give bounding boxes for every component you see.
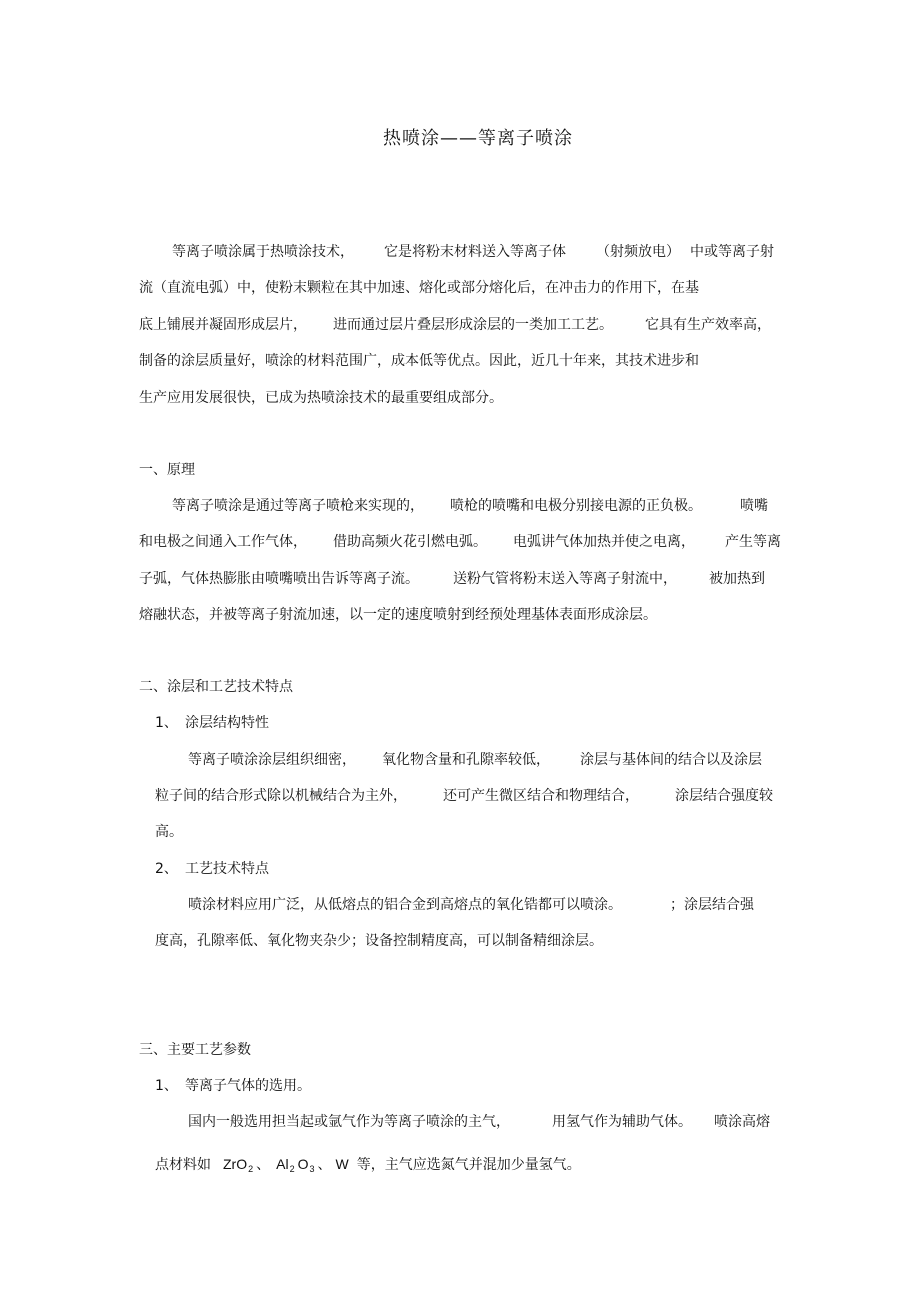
text-segment: 生产应用发展很快，已成为热喷涂技术的最重要组成部分。 [139,390,503,406]
text-segment: 被加热到 [709,571,765,587]
chemical-formula: W [335,1156,349,1172]
text-segment: 电弧讲气体加热并使之电离， [513,534,695,550]
paragraph-line [139,279,699,297]
text-segment: 还可产生微区结合和物理结合， [443,788,639,804]
paragraph-line [172,243,774,261]
text-segment: 底上铺展并凝固形成层片， [139,317,307,333]
chemical-formula: ZrO$_2$ [223,1156,254,1174]
subsection-heading [155,1077,311,1095]
subsection-heading [155,860,269,878]
text-segment: 、 [317,1157,332,1173]
text-segment: ；涂层结合强 [670,897,754,913]
text-segment: 进而通过层片叠层形成涂层的一类加工工艺。 [333,317,613,333]
section-heading: 一、原理 [139,462,195,478]
subsection-number: 1、 [155,1078,178,1094]
text-segment: 等离子喷涂涂层组织细密， [188,752,356,768]
text-segment: 用氢气作为辅助气体。 [552,1114,692,1130]
document-title: 热喷涂——等离子喷涂 [383,128,573,149]
text-segment: 、 [256,1157,271,1173]
paragraph-line [139,570,765,588]
text-segment: 它是将粉末材料送入等离子体 [384,244,566,260]
section-heading: 三、主要工艺参数 [139,1042,251,1058]
subsection-label: 工艺技术特点 [185,861,269,877]
subsection-label: 等离子气体的选用。 [185,1078,311,1094]
paragraph-line [188,751,762,769]
text-segment: 度高，孔隙率低、氧化物夹杂少；设备控制精度高，可以制备精细涂层。 [155,933,603,949]
text-segment: 子弧，气体热膨胀由喷嘴喷出告诉等离子流。 [139,571,419,587]
text-segment: 点材料如 [155,1157,211,1173]
paragraph-line [139,352,699,370]
text-segment: 粒子间的结合形式除以机械结合为主外， [155,788,407,804]
paragraph-line [139,533,781,551]
text-segment: 熔融状态，并被等离子射流加速，以一定的速度喷射到经预处理基体表面形成涂层。 [139,607,657,623]
paragraph-line [155,932,603,950]
text-segment: 等离子喷涂属于热喷涂技术， [172,244,354,260]
chemical-formula: $Al_2$ $O_3$ [276,1156,315,1174]
text-segment: 喷嘴 [740,498,768,514]
text-segment: 流（直流电弧）中，使粉末颗粒在其中加速、熔化或部分熔化后，在冲击力的作用下，在基 [139,280,699,296]
text-segment: 送粉气管将粉末送入等离子射流中， [453,571,677,587]
paragraph-line [172,497,768,515]
text-segment: 高。 [155,824,183,840]
paragraph-line [155,1155,581,1178]
paragraph-line [188,896,754,914]
text-segment: 制备的涂层质量好，喷涂的材料范围广，成本低等优点。因此，近几十年来，其技术进步和 [139,353,699,369]
paragraph-line [139,606,657,624]
text-segment: （射频放电） [596,244,680,260]
text-segment: 等离子喷涂是通过等离子喷枪来实现的， [172,498,424,514]
text-segment: 涂层与基体间的结合以及涂层 [580,752,762,768]
text-segment: 氧化物含量和孔隙率较低， [382,752,550,768]
paragraph-line [155,823,183,841]
paragraph-line [139,389,503,407]
text-segment: 和电极之间通入工作气体， [139,534,307,550]
subsection-number: 2、 [155,861,178,877]
text-segment: 喷枪的喷嘴和电极分别接电源的正负极。 [450,498,702,514]
paragraph-line [155,787,773,805]
text-segment: 借助高频火花引燃电弧。 [333,534,487,550]
subsection-label: 涂层结构特性 [185,715,269,731]
text-segment: 喷涂高熔 [714,1114,770,1130]
text-segment: 它具有生产效率高， [645,317,771,333]
text-segment: 国内一般选用担当起或氩气作为等离子喷涂的主气， [188,1114,510,1130]
paragraph-line [188,1113,770,1131]
paragraph-line [139,316,771,334]
subsection-number: 1、 [155,715,178,731]
section-heading: 二、涂层和工艺技术特点 [139,679,293,695]
text-segment: 喷涂材料应用广泛，从低熔点的铝合金到高熔点的氧化锆都可以喷涂。 [188,897,622,913]
text-segment: 产生等离 [725,534,781,550]
subsection-heading [155,714,269,732]
text-segment: 等，主气应选氮气并混加少量氢气。 [356,1157,581,1173]
text-segment: 涂层结合强度较 [675,788,773,804]
text-segment: 中或等离子射 [690,244,774,260]
